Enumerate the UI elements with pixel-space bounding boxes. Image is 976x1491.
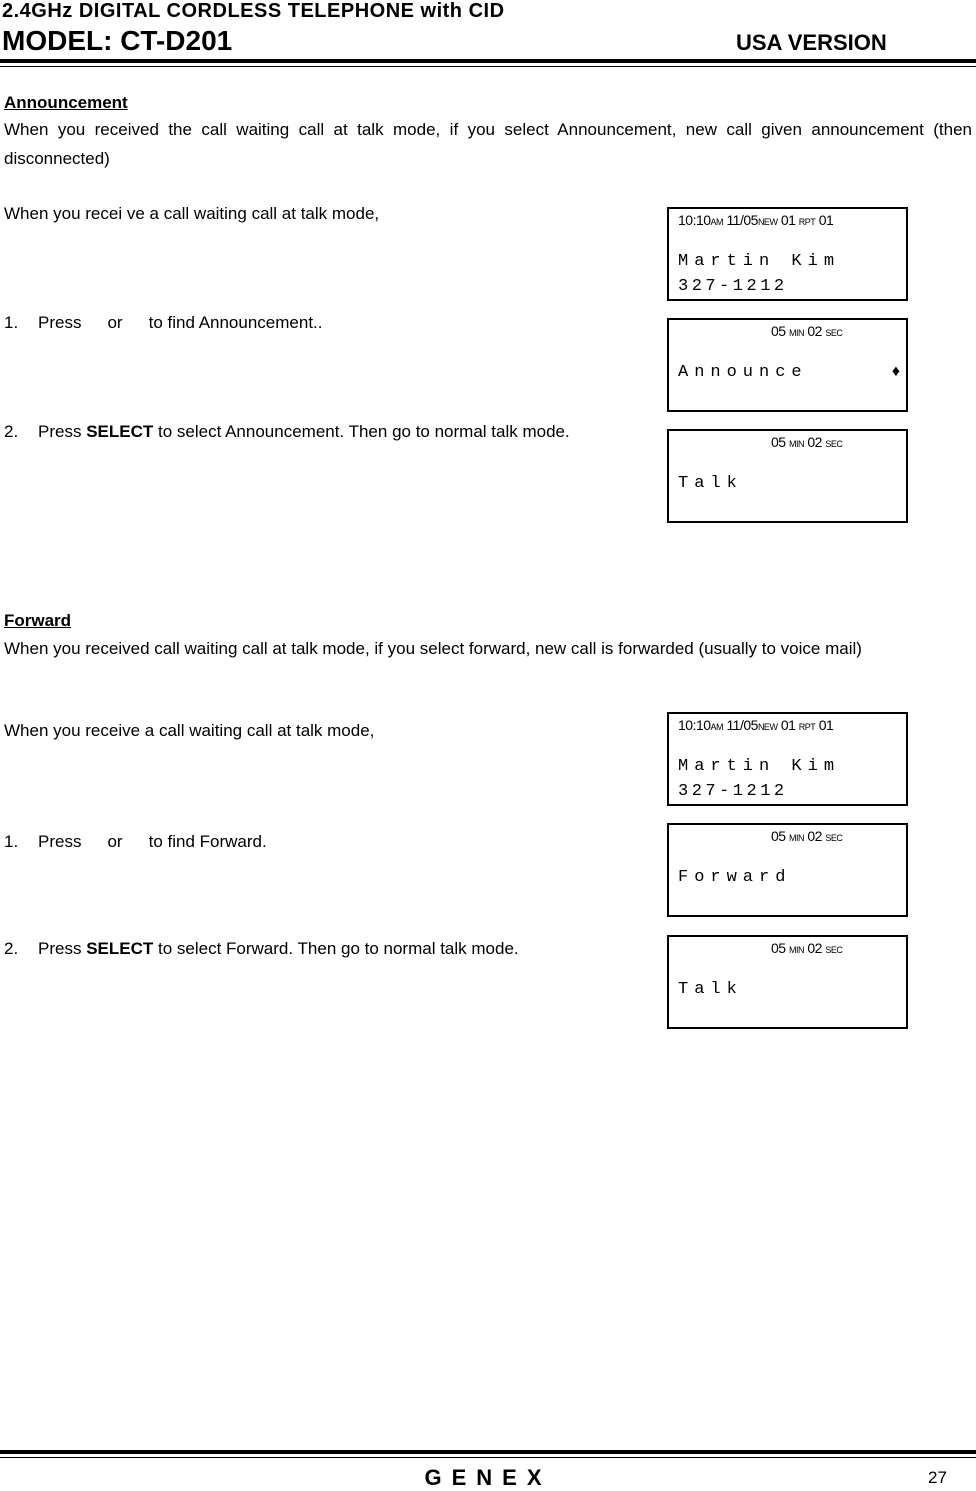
- forward-intro: When you received call waiting call at talk mode, if you select forward, new call is forwarded (usually to voice mail): [4, 639, 862, 658]
- step-number: 2.: [4, 939, 19, 958]
- lcd-timer: 05 MIN 02 SEC: [771, 434, 843, 450]
- footer-rule-thick: [0, 1450, 976, 1454]
- announcement-step-2: [4, 422, 570, 442]
- step-text: to find Forward.: [148, 832, 267, 851]
- announcement-intro: When you received the call waiting call at talk mode, if you select Announcement, new call given announcement (then disconnected): [4, 120, 972, 168]
- lcd-caller-number: 327-1212: [678, 277, 788, 296]
- step-press: Press: [38, 832, 82, 851]
- page-number: 27: [928, 1468, 947, 1487]
- forward-step-2: [4, 939, 519, 959]
- step-press: Press: [38, 939, 82, 958]
- step-number: 1.: [4, 832, 19, 851]
- select-key-label: SELECT: [86, 422, 154, 441]
- header-rule-thin: [0, 66, 976, 67]
- lcd-caller-number: 327-1212: [678, 782, 788, 801]
- step-text: to select Announcement. Then go to normal talk mode.: [158, 422, 570, 441]
- scroll-diamond-icon: ♦: [891, 363, 900, 380]
- lcd-timer: 05 MIN 02 SEC: [771, 828, 843, 844]
- brand-logo-text: GENEX: [424, 1465, 552, 1490]
- forward-step-1: [4, 832, 267, 852]
- step-text: to find Announcement..: [148, 313, 323, 332]
- lcd-status-line: 10:10AM 11/05NEW 01 RPT 01: [678, 212, 834, 228]
- header-rule-thick: [0, 59, 976, 63]
- lcd-talk-2: [667, 935, 908, 1029]
- announcement-heading: Announcement: [4, 93, 128, 112]
- version-label: USA VERSION: [736, 30, 887, 55]
- lcd-timer: 05 MIN 02 SEC: [771, 940, 843, 956]
- lcd-caller-name: Martin Kim: [678, 757, 841, 776]
- lcd-talk-text: Talk: [678, 474, 743, 493]
- step-text: to select Forward. Then go to normal talk mode.: [158, 939, 519, 958]
- select-key-label: SELECT: [86, 939, 154, 958]
- step-or: or: [107, 313, 123, 332]
- step-number: 1.: [4, 313, 19, 332]
- footer-rule-thin: [0, 1457, 976, 1458]
- lcd-caller-name: Martin Kim: [678, 252, 841, 271]
- lcd-menu-announce: Announce: [678, 363, 808, 382]
- announcement-step-1: [4, 313, 323, 333]
- lcd-status-line: 10:10AM 11/05NEW 01 RPT 01: [678, 717, 834, 733]
- lcd-caller-id-2: [667, 712, 908, 806]
- product-title: 2.4GHz DIGITAL CORDLESS TELEPHONE with CID: [2, 0, 505, 22]
- forward-heading: Forward: [4, 611, 72, 630]
- lcd-menu-forward: Forward: [678, 868, 792, 887]
- lcd-timer: 05 MIN 02 SEC: [771, 323, 843, 339]
- lcd-announce: [667, 318, 908, 412]
- lcd-talk-text: Talk: [678, 980, 743, 999]
- announcement-when: When you recei ve a call waiting call at talk mode,: [4, 204, 380, 223]
- step-press: Press: [38, 422, 82, 441]
- step-number: 2.: [4, 422, 19, 441]
- step-press: Press: [38, 313, 82, 332]
- lcd-caller-id-1: [667, 207, 908, 301]
- model-title: MODEL: CT-D201: [2, 25, 233, 56]
- forward-when: When you receive a call waiting call at talk mode,: [4, 721, 375, 740]
- step-or: or: [107, 832, 123, 851]
- lcd-forward: [667, 823, 908, 917]
- lcd-talk-1: [667, 429, 908, 523]
